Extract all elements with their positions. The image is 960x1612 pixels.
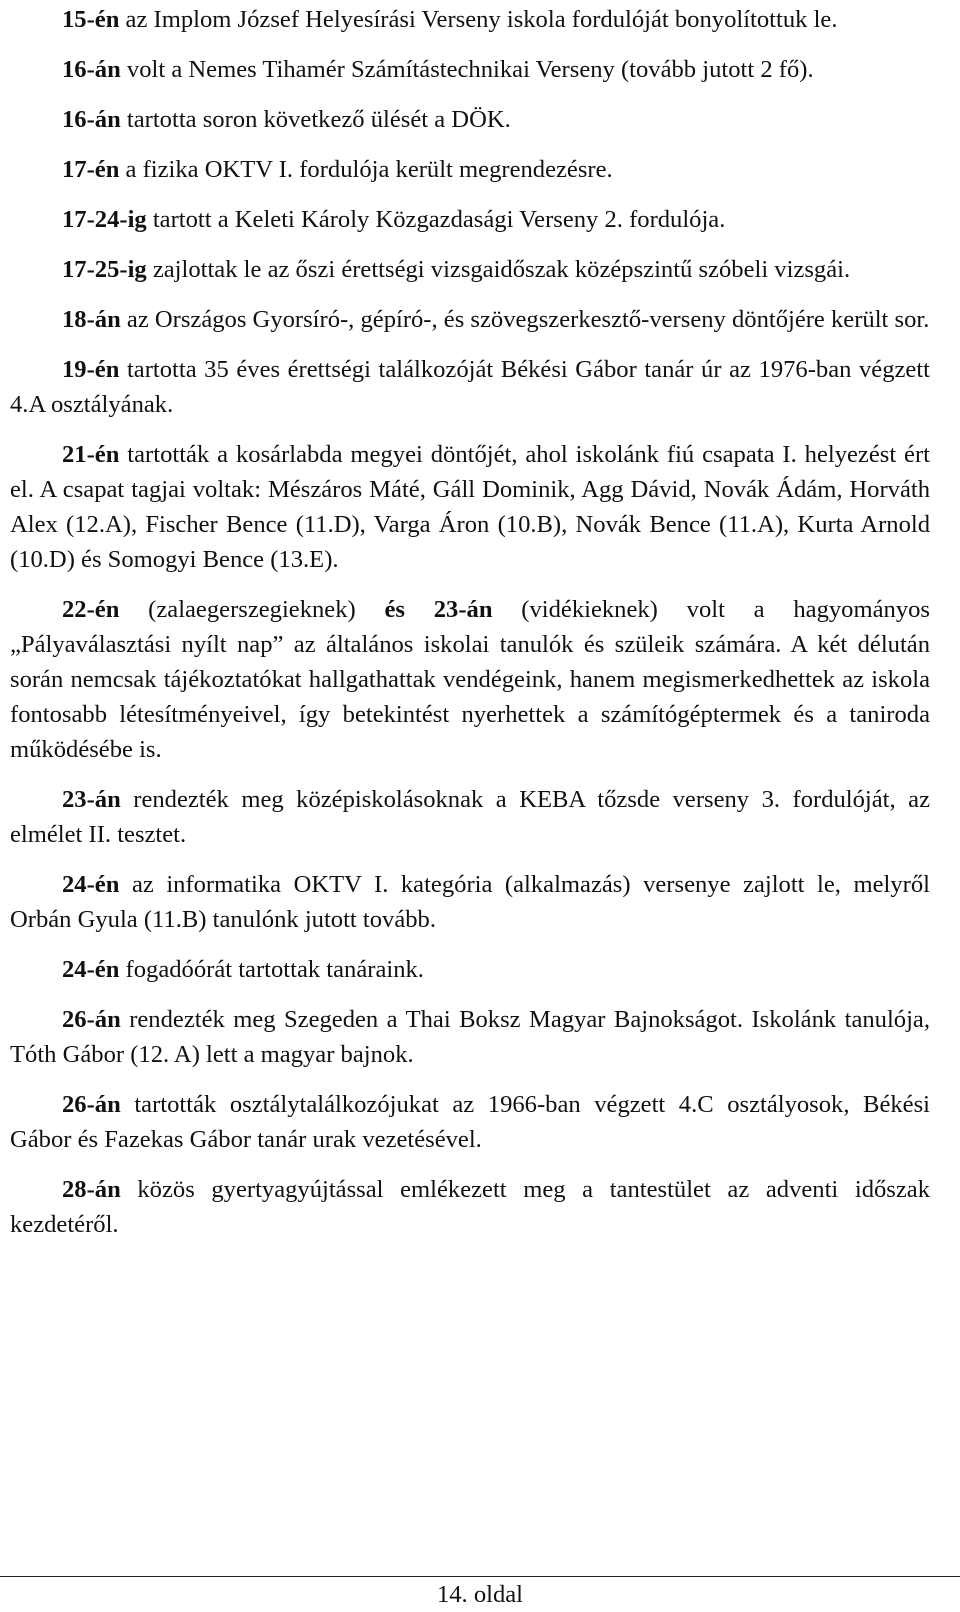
event-paragraph [10, 592, 930, 767]
event-paragraph [10, 782, 930, 852]
event-paragraph [10, 2, 930, 37]
footer-divider [0, 1576, 960, 1577]
event-paragraph [10, 1087, 930, 1157]
event-text: fogadóórát tartottak tanáraink. [119, 956, 424, 983]
event-date: 26-án [62, 1006, 121, 1033]
event-date: 24-én [62, 956, 120, 983]
event-date: 16-án [62, 56, 121, 83]
event-date: 26-án [62, 1091, 121, 1118]
event-text: zajlottak le az őszi érettségi vizsgaidőszak középszintű szóbeli vizsgái. [146, 256, 851, 283]
event-text: a fizika OKTV I. fordulója került megrendezésre. [119, 156, 613, 183]
event-date: 22-én [62, 596, 120, 623]
event-date-second: és 23-án [384, 596, 493, 623]
event-date: 24-én [62, 871, 120, 898]
event-paragraph [10, 867, 930, 937]
event-text: rendezték meg középiskolásoknak a KEBA tőzsde verseny 3. fordulóját, az elmélet II. tesztet. [10, 786, 930, 848]
event-paragraph [10, 52, 930, 87]
event-paragraph [10, 1002, 930, 1072]
event-paragraph [10, 202, 930, 237]
event-text: tartotta soron következő ülését a DÖK. [120, 106, 511, 133]
event-text: közös gyertyagyújtással emlékezett meg a tantestület az adventi időszak kezdetéről. [10, 1176, 930, 1238]
event-text: az Implom József Helyesírási Verseny iskola fordulóját bonyolítottuk le. [119, 6, 838, 33]
event-paragraph [10, 437, 930, 577]
page-number: 14. oldal [436, 1581, 524, 1608]
event-text: tartották osztálytalálkozójukat az 1966-ban végzett 4.C osztályosok, Békési Gábor és Fazekas Gábor tanár urak vezetésével. [10, 1091, 930, 1153]
event-paragraph [10, 152, 930, 187]
event-text: tartott a Keleti Károly Közgazdasági Verseny 2. fordulója. [146, 206, 726, 233]
event-paragraph [10, 252, 930, 287]
event-date: 23-án [62, 786, 121, 813]
event-paragraph [10, 352, 930, 422]
event-text: tartották a kosárlabda megyei döntőjét, ahol iskolánk fiú csapata I. helyezést ért el. A csapat tagjai voltak: Mészáros Máté, Gáll Dominik, Agg Dávid, Novák Ádám, Horváth Alex (12.A), Fischer Bence (11.D), Varga Áron (10.B), Novák Bence (11.A), Kurta Arnold (10.D) és Somogyi Bence (13.E). [10, 441, 930, 573]
event-text: az informatika OKTV I. kategória (alkalmazás) versenye zajlott le, melyről Orbán Gyula (11.B) tanulónk jutott tovább. [10, 871, 930, 933]
event-date: 21-én [62, 441, 120, 468]
event-date: 28-án [62, 1176, 121, 1203]
event-date: 17-én [62, 156, 120, 183]
event-paragraph [10, 302, 930, 337]
event-date: 19-én [62, 356, 120, 383]
document-body [10, 2, 930, 1257]
event-text: (zalaegerszegieknek) [119, 596, 385, 623]
event-text-second: (vidékieknek) volt a hagyományos „Pályaválasztási nyílt nap” az általános iskolai tanulók és szüleik számára. A két délután során nemcsak tájékoztatókat hallgathattak vendégeink, hanem megismerkedhettek az iskola fontosabb létesítményeivel, így betekintést nyerhettek a számítógéptermek és a taniroda működésébe is. [10, 596, 930, 763]
event-date: 15-én [62, 6, 120, 33]
event-paragraph [10, 952, 930, 987]
event-text: tartotta 35 éves érettségi találkozóját Békési Gábor tanár úr az 1976-ban végzett 4.A osztályának. [10, 356, 930, 418]
event-paragraph [10, 1172, 930, 1242]
event-date: 17-25-ig [62, 256, 147, 283]
event-date: 18-án [62, 306, 121, 333]
event-text: az Országos Gyorsíró-, gépíró-, és szövegszerkesztő-verseny döntőjére került sor. [120, 306, 930, 333]
event-date: 16-án [62, 106, 121, 133]
event-text: rendezték meg Szegeden a Thai Boksz Magyar Bajnokságot. Iskolánk tanulója, Tóth Gábor (12. A) lett a magyar bajnok. [10, 1006, 930, 1068]
event-paragraph [10, 102, 930, 137]
event-text: volt a Nemes Tihamér Számítástechnikai Verseny (tovább jutott 2 fő). [120, 56, 814, 83]
event-date: 17-24-ig [62, 206, 147, 233]
